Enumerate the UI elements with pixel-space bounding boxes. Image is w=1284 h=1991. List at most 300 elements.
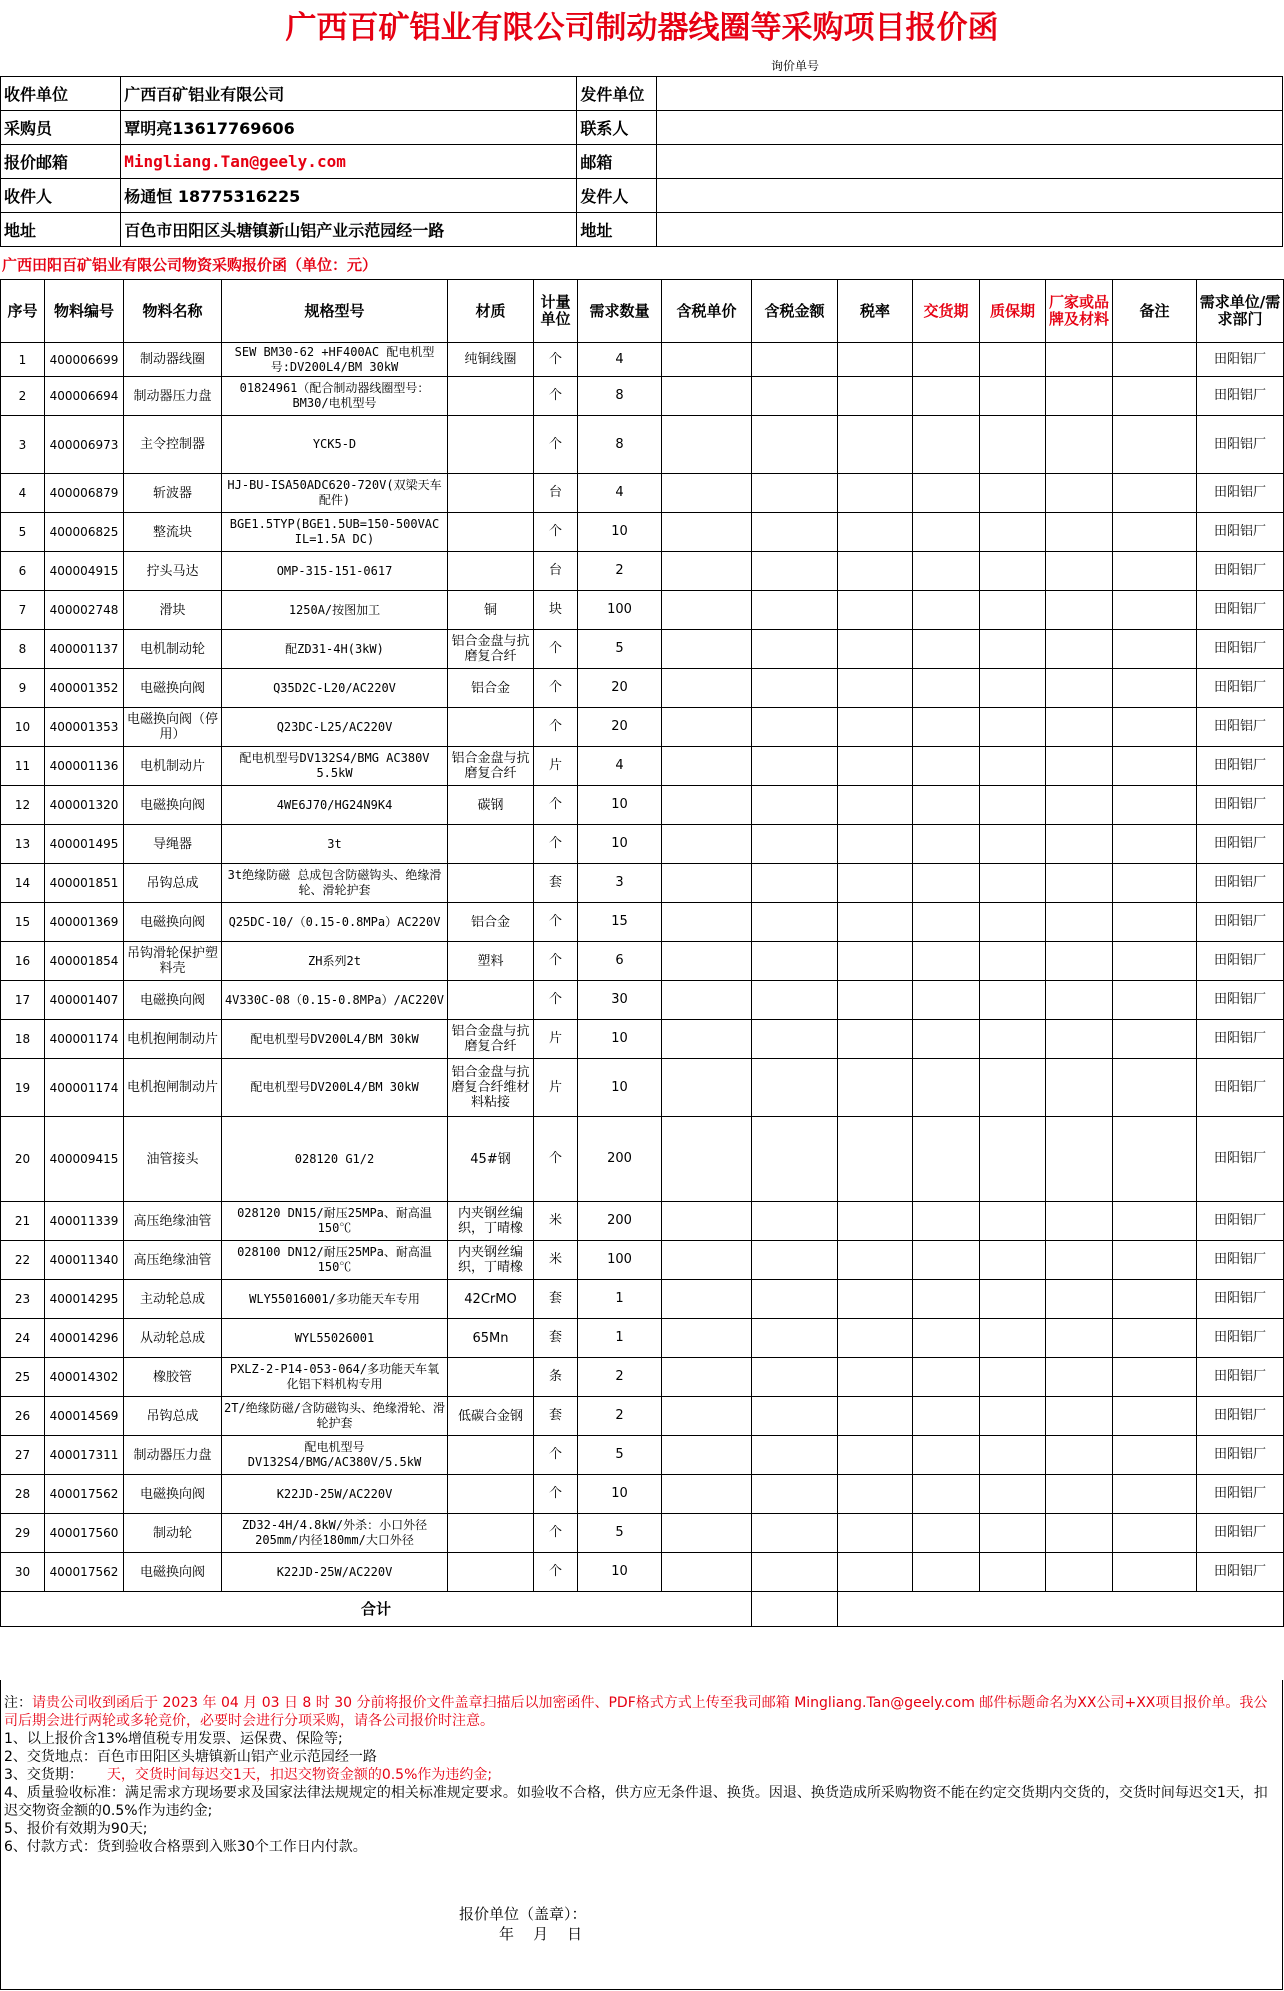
cell-amount[interactable]: [752, 1475, 838, 1514]
table-row: [1, 1514, 1284, 1553]
cell-tax[interactable]: [838, 591, 913, 630]
cell-dept: 田阳铝厂: [1197, 1020, 1284, 1059]
cell-tax[interactable]: [838, 708, 913, 747]
cell-remark[interactable]: [1113, 1514, 1197, 1553]
cell-brand[interactable]: [1046, 1436, 1113, 1475]
cell-warranty[interactable]: [980, 416, 1046, 474]
cell-delivery[interactable]: [913, 747, 980, 786]
cell-name: 吊钩总成: [124, 1397, 222, 1436]
cell-tax[interactable]: [838, 630, 913, 669]
cell-unit: 套: [534, 864, 578, 903]
cell-dept: 田阳铝厂: [1197, 1553, 1284, 1592]
cell-remark[interactable]: [1113, 1436, 1197, 1475]
cell-spec: 01824961（配合制动器线圈型号：BM30/电机型号: [222, 377, 448, 416]
cell-unit-price[interactable]: [662, 1241, 752, 1280]
cell-amount[interactable]: [752, 1059, 838, 1117]
cell-amount[interactable]: [752, 1020, 838, 1059]
cell-delivery[interactable]: [913, 1117, 980, 1202]
cell-unit-price[interactable]: [662, 1117, 752, 1202]
cell-brand[interactable]: [1046, 981, 1113, 1020]
cell-name: 主动轮总成: [124, 1280, 222, 1319]
cell-delivery[interactable]: [913, 1202, 980, 1241]
table-row: [1, 981, 1284, 1020]
address-value: 百色市田阳区头塘镇新山铝产业示范园经一路: [121, 213, 577, 247]
address2-field[interactable]: [656, 213, 1282, 247]
cell-delivery[interactable]: [913, 1059, 980, 1117]
header-dept: 需求单位/需求部门: [1197, 280, 1284, 343]
cell-warranty[interactable]: [980, 630, 1046, 669]
cell-brand[interactable]: [1046, 377, 1113, 416]
cell-code: 400001495: [45, 825, 124, 864]
cell-brand[interactable]: [1046, 903, 1113, 942]
table-row: [1, 786, 1284, 825]
cell-unit-price[interactable]: [662, 1319, 752, 1358]
cell-brand[interactable]: [1046, 747, 1113, 786]
cell-brand[interactable]: [1046, 474, 1113, 513]
cell-remark[interactable]: [1113, 786, 1197, 825]
cell-delivery[interactable]: [913, 343, 980, 377]
cell-brand[interactable]: [1046, 786, 1113, 825]
cell-tax[interactable]: [838, 1319, 913, 1358]
cell-brand[interactable]: [1046, 343, 1113, 377]
cell-tax[interactable]: [838, 747, 913, 786]
cell-unit: 个: [534, 708, 578, 747]
cell-remark[interactable]: [1113, 1202, 1197, 1241]
cell-warranty[interactable]: [980, 903, 1046, 942]
cell-warranty[interactable]: [980, 1514, 1046, 1553]
cell-tax[interactable]: [838, 942, 913, 981]
cell-remark[interactable]: [1113, 343, 1197, 377]
cell-amount[interactable]: [752, 981, 838, 1020]
cell-unit-price[interactable]: [662, 903, 752, 942]
cell-remark[interactable]: [1113, 708, 1197, 747]
cell-remark[interactable]: [1113, 377, 1197, 416]
cell-dept: 田阳铝厂: [1197, 1059, 1284, 1117]
cell-remark[interactable]: [1113, 1020, 1197, 1059]
cell-material: 内夹钢丝编织，丁晴橡: [448, 1241, 534, 1280]
cell-amount[interactable]: [752, 630, 838, 669]
cell-amount[interactable]: [752, 1241, 838, 1280]
cell-warranty[interactable]: [980, 552, 1046, 591]
cell-amount[interactable]: [752, 1397, 838, 1436]
cell-warranty[interactable]: [980, 1020, 1046, 1059]
quote-unit-seal: 报价单位（盖章）：: [459, 1905, 587, 1923]
cell-delivery[interactable]: [913, 630, 980, 669]
cell-qty: 5: [578, 1436, 662, 1475]
cell-amount[interactable]: [752, 1117, 838, 1202]
cell-warranty[interactable]: [980, 1475, 1046, 1514]
cell-unit: 个: [534, 630, 578, 669]
cell-warranty[interactable]: [980, 747, 1046, 786]
cell-unit-price[interactable]: [662, 1059, 752, 1117]
cell-delivery[interactable]: [913, 1241, 980, 1280]
cell-unit-price[interactable]: [662, 1436, 752, 1475]
cell-tax[interactable]: [838, 1553, 913, 1592]
cell-delivery[interactable]: [913, 708, 980, 747]
cell-unit-price[interactable]: [662, 1020, 752, 1059]
cell-delivery[interactable]: [913, 552, 980, 591]
table-row: [1, 513, 1284, 552]
cell-amount[interactable]: [752, 708, 838, 747]
cell-unit-price[interactable]: [662, 942, 752, 981]
cell-unit-price[interactable]: [662, 1475, 752, 1514]
mailbox-field[interactable]: [656, 145, 1282, 179]
cell-spec: 配电机型号DV200L4/BM 30kW: [222, 1059, 448, 1117]
cell-warranty[interactable]: [980, 513, 1046, 552]
cell-unit: 个: [534, 343, 578, 377]
cell-brand[interactable]: [1046, 630, 1113, 669]
cell-tax[interactable]: [838, 377, 913, 416]
cell-remark[interactable]: [1113, 630, 1197, 669]
cell-remark[interactable]: [1113, 1397, 1197, 1436]
cell-brand[interactable]: [1046, 513, 1113, 552]
cell-remark[interactable]: [1113, 1280, 1197, 1319]
cell-tax[interactable]: [838, 1202, 913, 1241]
cell-code: 400001353: [45, 708, 124, 747]
cell-amount[interactable]: [752, 1436, 838, 1475]
table-row: [1, 1475, 1284, 1514]
cell-remark[interactable]: [1113, 903, 1197, 942]
cell-delivery[interactable]: [913, 786, 980, 825]
cell-code: 400014295: [45, 1280, 124, 1319]
cell-warranty[interactable]: [980, 474, 1046, 513]
cell-amount[interactable]: [752, 1514, 838, 1553]
cell-unit: 个: [534, 1475, 578, 1514]
cell-material: 铝合金: [448, 903, 534, 942]
cell-remark[interactable]: [1113, 474, 1197, 513]
cell-unit-price[interactable]: [662, 747, 752, 786]
cell-tax[interactable]: [838, 1475, 913, 1514]
header-unit-price: 含税单价: [662, 280, 752, 343]
cell-code: 400014569: [45, 1397, 124, 1436]
cell-warranty[interactable]: [980, 343, 1046, 377]
cell-brand[interactable]: [1046, 708, 1113, 747]
email-link[interactable]: Mingliang.Tan@geely.com: [121, 145, 577, 179]
table-row: [1, 1397, 1284, 1436]
cell-unit-price[interactable]: [662, 1202, 752, 1241]
cell-brand[interactable]: [1046, 1397, 1113, 1436]
cell-remark[interactable]: [1113, 1358, 1197, 1397]
cell-remark[interactable]: [1113, 1319, 1197, 1358]
cell-dept: 田阳铝厂: [1197, 1202, 1284, 1241]
cell-tax[interactable]: [838, 864, 913, 903]
cell-amount[interactable]: [752, 474, 838, 513]
cell-amount[interactable]: [752, 864, 838, 903]
cell-delivery[interactable]: [913, 1319, 980, 1358]
cell-amount[interactable]: [752, 591, 838, 630]
cell-unit-price[interactable]: [662, 343, 752, 377]
cell-amount[interactable]: [752, 1202, 838, 1241]
cell-unit-price[interactable]: [662, 825, 752, 864]
cell-dept: 田阳铝厂: [1197, 1436, 1284, 1475]
cell-name: 主令控制器: [124, 416, 222, 474]
cell-warranty[interactable]: [980, 1241, 1046, 1280]
cell-name: 导绳器: [124, 825, 222, 864]
cell-remark[interactable]: [1113, 552, 1197, 591]
cell-remark[interactable]: [1113, 825, 1197, 864]
sender-unit-field[interactable]: [656, 77, 1282, 111]
table-row: [1, 377, 1284, 416]
cell-brand[interactable]: [1046, 1020, 1113, 1059]
cell-amount[interactable]: [752, 903, 838, 942]
cell-unit: 台: [534, 474, 578, 513]
cell-tax[interactable]: [838, 1280, 913, 1319]
cell-warranty[interactable]: [980, 708, 1046, 747]
cell-warranty[interactable]: [980, 1436, 1046, 1475]
cell-unit: 个: [534, 942, 578, 981]
total-amount-field[interactable]: [752, 1592, 838, 1627]
cell-delivery[interactable]: [913, 1020, 980, 1059]
cell-brand[interactable]: [1046, 1117, 1113, 1202]
cell-warranty[interactable]: [980, 981, 1046, 1020]
cell-remark[interactable]: [1113, 513, 1197, 552]
cell-material: 铝合金盘与抗磨复合纤: [448, 630, 534, 669]
cell-delivery[interactable]: [913, 1475, 980, 1514]
cell-tax[interactable]: [838, 416, 913, 474]
cell-remark[interactable]: [1113, 416, 1197, 474]
cell-delivery[interactable]: [913, 1436, 980, 1475]
cell-delivery[interactable]: [913, 474, 980, 513]
cell-delivery[interactable]: [913, 981, 980, 1020]
cell-warranty[interactable]: [980, 825, 1046, 864]
cell-unit-price[interactable]: [662, 981, 752, 1020]
cell-code: 400001136: [45, 747, 124, 786]
cell-unit-price[interactable]: [662, 1358, 752, 1397]
cell-delivery[interactable]: [913, 591, 980, 630]
cell-material: [448, 825, 534, 864]
cell-brand[interactable]: [1046, 1553, 1113, 1592]
info-table: [0, 76, 1283, 247]
cell-delivery[interactable]: [913, 1358, 980, 1397]
cell-brand[interactable]: [1046, 1475, 1113, 1514]
cell-amount[interactable]: [752, 825, 838, 864]
cell-tax[interactable]: [838, 786, 913, 825]
cell-unit-price[interactable]: [662, 377, 752, 416]
cell-remark[interactable]: [1113, 864, 1197, 903]
cell-amount[interactable]: [752, 343, 838, 377]
cell-delivery[interactable]: [913, 1280, 980, 1319]
cell-unit-price[interactable]: [662, 474, 752, 513]
cell-tax[interactable]: [838, 513, 913, 552]
cell-delivery[interactable]: [913, 903, 980, 942]
cell-delivery[interactable]: [913, 942, 980, 981]
cell-delivery[interactable]: [913, 513, 980, 552]
cell-brand[interactable]: [1046, 591, 1113, 630]
cell-remark[interactable]: [1113, 1117, 1197, 1202]
cell-tax[interactable]: [838, 825, 913, 864]
cell-name: 从动轮总成: [124, 1319, 222, 1358]
cell-warranty[interactable]: [980, 864, 1046, 903]
cell-unit: 个: [534, 1436, 578, 1475]
cell-amount[interactable]: [752, 513, 838, 552]
cell-warranty[interactable]: [980, 591, 1046, 630]
cell-warranty[interactable]: [980, 1358, 1046, 1397]
note-line-6: 5、报价有效期为90天;: [4, 1821, 148, 1837]
cell-material: [448, 708, 534, 747]
contact-label: 联系人: [577, 111, 656, 145]
cell-tax[interactable]: [838, 474, 913, 513]
cell-delivery[interactable]: [913, 1514, 980, 1553]
notes-section: [0, 1680, 1283, 1990]
note-line-7: 6、付款方式：货到验收合格票到入账30个工作日内付款。: [4, 1839, 367, 1855]
cell-code: 400011340: [45, 1241, 124, 1280]
cell-seq: 13: [1, 825, 45, 864]
cell-material: 内夹钢丝编织，丁晴橡: [448, 1202, 534, 1241]
cell-unit-price[interactable]: [662, 864, 752, 903]
cell-unit-price[interactable]: [662, 786, 752, 825]
cell-code: 400001851: [45, 864, 124, 903]
cell-warranty[interactable]: [980, 786, 1046, 825]
cell-remark[interactable]: [1113, 669, 1197, 708]
cell-brand[interactable]: [1046, 416, 1113, 474]
cell-qty: 100: [578, 1241, 662, 1280]
cell-amount[interactable]: [752, 416, 838, 474]
cell-brand[interactable]: [1046, 942, 1113, 981]
cell-tax[interactable]: [838, 1397, 913, 1436]
cell-tax[interactable]: [838, 903, 913, 942]
header-delivery: 交货期: [913, 280, 980, 343]
cell-unit-price[interactable]: [662, 1280, 752, 1319]
cell-amount[interactable]: [752, 747, 838, 786]
cell-amount[interactable]: [752, 552, 838, 591]
cell-warranty[interactable]: [980, 1319, 1046, 1358]
total-row: [1, 1592, 1284, 1627]
cell-remark[interactable]: [1113, 1553, 1197, 1592]
cell-seq: 17: [1, 981, 45, 1020]
header-brand: 厂家或品牌及材料: [1046, 280, 1113, 343]
cell-unit: 个: [534, 981, 578, 1020]
cell-brand[interactable]: [1046, 1059, 1113, 1117]
cell-qty: 2: [578, 1397, 662, 1436]
cell-amount[interactable]: [752, 942, 838, 981]
cell-seq: 14: [1, 864, 45, 903]
cell-remark[interactable]: [1113, 981, 1197, 1020]
cell-amount[interactable]: [752, 669, 838, 708]
cell-tax[interactable]: [838, 552, 913, 591]
cell-delivery[interactable]: [913, 864, 980, 903]
cell-remark[interactable]: [1113, 1059, 1197, 1117]
cell-tax[interactable]: [838, 1436, 913, 1475]
cell-tax[interactable]: [838, 1241, 913, 1280]
cell-unit: 个: [534, 1117, 578, 1202]
cell-warranty[interactable]: [980, 669, 1046, 708]
cell-delivery[interactable]: [913, 416, 980, 474]
cell-delivery[interactable]: [913, 669, 980, 708]
cell-name: 电机抱闸制动片: [124, 1020, 222, 1059]
cell-unit-price[interactable]: [662, 416, 752, 474]
cell-warranty[interactable]: [980, 1280, 1046, 1319]
cell-amount[interactable]: [752, 377, 838, 416]
cell-unit-price[interactable]: [662, 1397, 752, 1436]
cell-tax[interactable]: [838, 669, 913, 708]
cell-dept: 田阳铝厂: [1197, 630, 1284, 669]
cell-warranty[interactable]: [980, 942, 1046, 981]
cell-brand[interactable]: [1046, 864, 1113, 903]
cell-name: 制动器压力盘: [124, 377, 222, 416]
table-row: [1, 669, 1284, 708]
contact-field[interactable]: [656, 111, 1282, 145]
cell-remark[interactable]: [1113, 591, 1197, 630]
cell-code: 400001174: [45, 1020, 124, 1059]
cell-delivery[interactable]: [913, 1397, 980, 1436]
cell-remark[interactable]: [1113, 1475, 1197, 1514]
cell-dept: 田阳铝厂: [1197, 1117, 1284, 1202]
cell-brand[interactable]: [1046, 1241, 1113, 1280]
cell-brand[interactable]: [1046, 1319, 1113, 1358]
cell-material: [448, 1436, 534, 1475]
cell-unit-price[interactable]: [662, 708, 752, 747]
cell-name: 电机制动片: [124, 747, 222, 786]
cell-unit-price[interactable]: [662, 591, 752, 630]
cell-amount[interactable]: [752, 1280, 838, 1319]
cell-dept: 田阳铝厂: [1197, 825, 1284, 864]
cell-unit-price[interactable]: [662, 552, 752, 591]
cell-unit-price[interactable]: [662, 630, 752, 669]
cell-code: 400009415: [45, 1117, 124, 1202]
cell-brand[interactable]: [1046, 669, 1113, 708]
cell-tax[interactable]: [838, 1514, 913, 1553]
cell-tax[interactable]: [838, 981, 913, 1020]
cell-spec: 028100 DN12/耐压25MPa、耐高温150℃: [222, 1241, 448, 1280]
cell-remark[interactable]: [1113, 747, 1197, 786]
cell-remark[interactable]: [1113, 942, 1197, 981]
cell-tax[interactable]: [838, 1020, 913, 1059]
cell-brand[interactable]: [1046, 552, 1113, 591]
cell-warranty[interactable]: [980, 1553, 1046, 1592]
cell-delivery[interactable]: [913, 377, 980, 416]
cell-tax[interactable]: [838, 1358, 913, 1397]
cell-amount[interactable]: [752, 1553, 838, 1592]
cell-brand[interactable]: [1046, 1514, 1113, 1553]
cell-tax[interactable]: [838, 343, 913, 377]
cell-amount[interactable]: [752, 1319, 838, 1358]
cell-name: 高压绝缘油管: [124, 1202, 222, 1241]
cell-qty: 15: [578, 903, 662, 942]
cell-brand[interactable]: [1046, 825, 1113, 864]
cell-brand[interactable]: [1046, 1358, 1113, 1397]
cell-unit-price[interactable]: [662, 1553, 752, 1592]
cell-material: 塑料: [448, 942, 534, 981]
cell-warranty[interactable]: [980, 1059, 1046, 1117]
cell-warranty[interactable]: [980, 1202, 1046, 1241]
cell-remark[interactable]: [1113, 1241, 1197, 1280]
sender-field[interactable]: [656, 179, 1282, 213]
cell-warranty[interactable]: [980, 1397, 1046, 1436]
cell-warranty[interactable]: [980, 1117, 1046, 1202]
cell-spec: HJ-BU-ISA50ADC620-720V(双梁天车配件): [222, 474, 448, 513]
cell-qty: 200: [578, 1202, 662, 1241]
cell-warranty[interactable]: [980, 377, 1046, 416]
cell-unit: 个: [534, 1514, 578, 1553]
cell-delivery[interactable]: [913, 825, 980, 864]
cell-material: 铝合金: [448, 669, 534, 708]
cell-amount[interactable]: [752, 1358, 838, 1397]
cell-unit-price[interactable]: [662, 1514, 752, 1553]
cell-brand[interactable]: [1046, 1280, 1113, 1319]
sender-unit-label: 发件单位: [577, 77, 656, 111]
cell-name: 制动轮: [124, 1514, 222, 1553]
cell-amount[interactable]: [752, 786, 838, 825]
total-rest: [838, 1592, 1284, 1627]
cell-delivery[interactable]: [913, 1553, 980, 1592]
cell-code: 400006825: [45, 513, 124, 552]
cell-tax[interactable]: [838, 1059, 913, 1117]
cell-tax[interactable]: [838, 1117, 913, 1202]
cell-qty: 200: [578, 1117, 662, 1202]
cell-unit-price[interactable]: [662, 513, 752, 552]
cell-unit-price[interactable]: [662, 669, 752, 708]
cell-brand[interactable]: [1046, 1202, 1113, 1241]
